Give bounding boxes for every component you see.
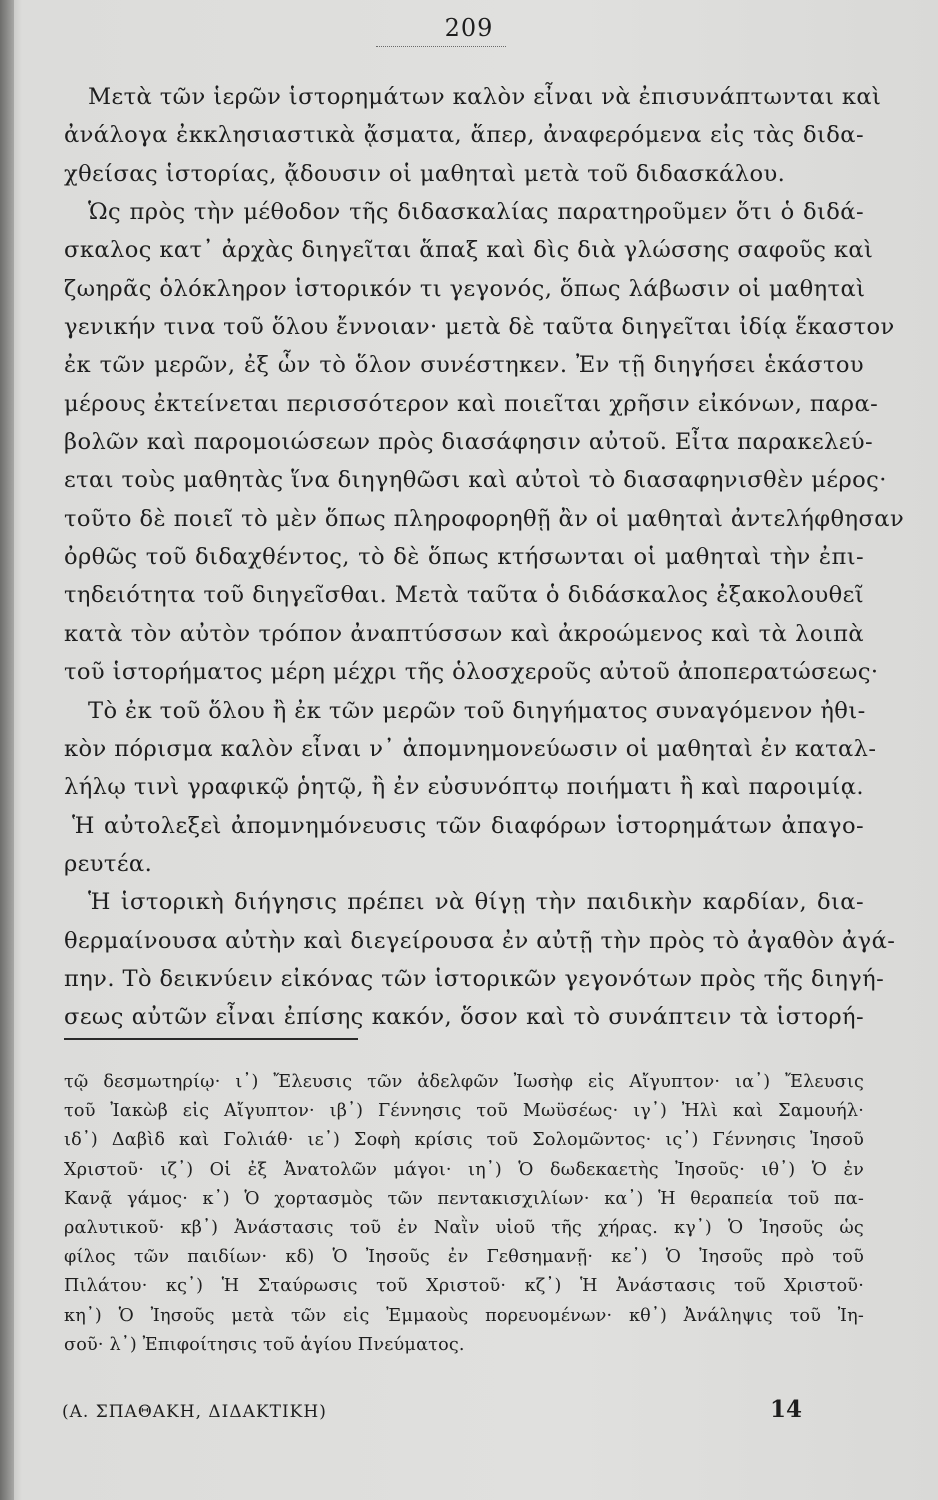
footnote-line: Χριστοῦ· ιζ᾽) Οἱ ἐξ Ἀνατολῶν μάγοι· ιη᾽) Ὁ δωδεκαετὴς Ἰησοῦς· ιθ᾽) Ὁ ἐν bbox=[64, 1159, 864, 1180]
footnote-line: Πιλάτου· κς᾽) Ἡ Σταύρωσις τοῦ Χριστοῦ· κζ᾽) Ἡ Ἀνάστασις τοῦ Χριστοῦ· bbox=[64, 1276, 864, 1297]
body-line: Ἡ αὐτολεξεὶ ἀπομνημόνευσις τῶν διαφόρων ἱστορημάτων ἀπαγο- bbox=[72, 812, 864, 839]
footnote-line: τῷ δεσμωτηρίῳ· ι᾽) Ἔλευσις τῶν ἀδελφῶν Ἰωσὴφ εἰς Αἴγυπτον· ια᾽) Ἔλευσις bbox=[64, 1072, 864, 1092]
footnote bbox=[64, 1068, 864, 1360]
body-line: σεως αὐτῶν εἶναι ἐπίσης κακόν, ὅσον καὶ τὸ συνάπτειν τὰ ἱστορή- bbox=[64, 1004, 864, 1031]
body-line: Μετὰ τῶν ἱερῶν ἱστορημάτων καλὸν εἶναι νὰ ἐπισυνάπτωνται καὶ bbox=[88, 84, 882, 110]
printer-signature: (Α. ΣΠΑΘΑΚΗ, ΔΙΔΑΚΤΙΚΗ) bbox=[62, 1402, 327, 1422]
body-line: ἐκ τῶν μερῶν, ἐξ ὧν τὸ ὅλον συνέστηκεν. Ἐν τῇ διηγήσει ἑκάστου bbox=[64, 352, 864, 379]
body-line: ἀνάλογα ἐκκλησιαστικὰ ᾄσματα, ἅπερ, ἀναφερόμενα εἰς τὰς διδα- bbox=[64, 122, 864, 149]
body-line: Ἡ ἱστορικὴ διήγησις πρέπει νὰ θίγῃ τὴν παιδικὴν καρδίαν, δια- bbox=[88, 889, 864, 916]
body-line: θερμαίνουσα αὐτὴν καὶ διεγείρουσα ἐν αὐτῇ τὴν πρὸς τὸ ἀγαθὸν ἀγά- bbox=[64, 927, 896, 954]
body-line: τηδειότητα τοῦ διηγεῖσθαι. Μετὰ ταῦτα ὁ διδάσκαλος ἐξακολουθεῖ bbox=[64, 582, 864, 609]
body-line: Τὸ ἐκ τοῦ ὅλου ἢ ἐκ τῶν μερῶν τοῦ διηγήματος συναγόμενον ἠθι- bbox=[88, 697, 866, 724]
footnote-line: ραλυτικοῦ· κβ᾽) Ἀνάστασις τοῦ ἐν Ναῒν υἱοῦ τῆς χήρας. κγ᾽) Ὁ Ἰησοῦς ὡς bbox=[64, 1217, 864, 1238]
body-line: κὸν πόρισμα καλὸν εἶναι ν᾽ ἀπομνημονεύωσιν οἱ μαθηταὶ ἐν καταλ- bbox=[64, 735, 877, 762]
body-line: τοῦ ἱστορήματος μέρη μέχρι τῆς ὁλοσχεροῦς αὐτοῦ ἀποπερατώσεως· bbox=[64, 659, 879, 686]
body-line: μέρους ἐκτείνεται περισσότερον καὶ ποιεῖται χρῆσιν εἰκόνων, παρα- bbox=[64, 390, 879, 417]
sheet-number: 14 bbox=[770, 1396, 803, 1423]
page-number-rule bbox=[376, 46, 506, 47]
body-line: χθείσας ἱστορίας, ᾄδουσιν οἱ μαθηταὶ μετὰ τοῦ διδασκάλου. bbox=[64, 160, 786, 187]
footnote-line: Κανᾷ γάμος· κ᾽) Ὁ χορτασμὸς τῶν πεντακισχιλίων· κα᾽) Ἡ θεραπεία τοῦ πα- bbox=[64, 1188, 864, 1209]
body-line: Ὡς πρὸς τὴν μέθοδον τῆς διδασκαλίας παρατηροῦμεν ὅτι ὁ διδά- bbox=[88, 199, 864, 226]
body-line: λήλῳ τινὶ γραφικῷ ῥητῷ, ἢ ἐν εὐσυνόπτῳ ποιήματι ἢ καὶ παροιμίᾳ. bbox=[64, 774, 864, 801]
footnote-line: ιδ᾽) Δαβὶδ καὶ Γολιάθ· ιε᾽) Σοφὴ κρίσις τοῦ Σολομῶντος· ις᾽) Γέννησις Ἰησοῦ bbox=[64, 1130, 864, 1151]
body-line: σκαλος κατ᾽ ἀρχὰς διηγεῖται ἅπαξ καὶ δὶς διὰ γλώσσης σαφοῦς καὶ bbox=[64, 237, 874, 264]
footnote-line: κη᾽) Ὁ Ἰησοῦς μετὰ τῶν εἰς Ἐμμαοὺς πορευομένων· κθ᾽) Ἀνάληψις τοῦ Ἰη- bbox=[64, 1305, 864, 1326]
footnote-line: σοῦ· λ᾽) Ἐπιφοίτησις τοῦ ἁγίου Πνεύματος. bbox=[64, 1334, 465, 1355]
gutter-shadow bbox=[0, 0, 14, 1500]
body-line: ρευτέα. bbox=[64, 850, 153, 877]
body-line: κατὰ τὸν αὐτὸν τρόπον ἀναπτύσσων καὶ ἀκροώμενος καὶ τὰ λοιπὰ bbox=[64, 620, 864, 647]
footnote-line: τοῦ Ἰακὼβ εἰς Αἴγυπτον· ιβ᾽) Γέννησις τοῦ Μωϋσέως· ιγ᾽) Ἠλὶ καὶ Σαμουήλ· bbox=[64, 1101, 864, 1122]
body-line: ζωηρᾶς ὁλόκληρον ἱστορικόν τι γεγονός, ὅπως λάβωσιν οἱ μαθηταὶ bbox=[64, 275, 866, 302]
body-line: βολῶν καὶ παρομοιώσεων πρὸς διασάφησιν αὐτοῦ. Εἶτα παρακελεύ- bbox=[64, 429, 874, 456]
body-line: ὀρθῶς τοῦ διδαχθέντος, τὸ δὲ ὅπως κτήσωνται οἱ μαθηταὶ τὴν ἐπι- bbox=[64, 544, 864, 571]
body-line: τοῦτο δὲ ποιεῖ τὸ μὲν ὅπως πληροφορηθῇ ἂν οἱ μαθηταὶ ἀντελήφθησαν bbox=[64, 505, 905, 532]
body-line: εται τοὺς μαθητὰς ἵνα διηγηθῶσι καὶ αὐτοὶ τὸ διασαφηνισθὲν μέρος· bbox=[64, 467, 887, 494]
footnote-rule bbox=[64, 1038, 358, 1040]
page-number: 209 bbox=[444, 14, 494, 42]
body-line: πην. Τὸ δεικνύειν εἰκόνας τῶν ἱστορικῶν γεγονότων πρὸς τῆς διηγή- bbox=[64, 965, 885, 992]
body-line: γενικήν τινα τοῦ ὅλου ἔννοιαν· μετὰ δὲ ταῦτα διηγεῖται ἰδίᾳ ἕκαστον bbox=[64, 314, 895, 341]
footnote-line: φίλος τῶν παιδίων· κδ) Ὁ Ἰησοῦς ἐν Γεθσημανῇ· κε᾽) Ὁ Ἰησοῦς πρὸ τοῦ bbox=[64, 1247, 864, 1268]
body-text bbox=[64, 78, 905, 1037]
